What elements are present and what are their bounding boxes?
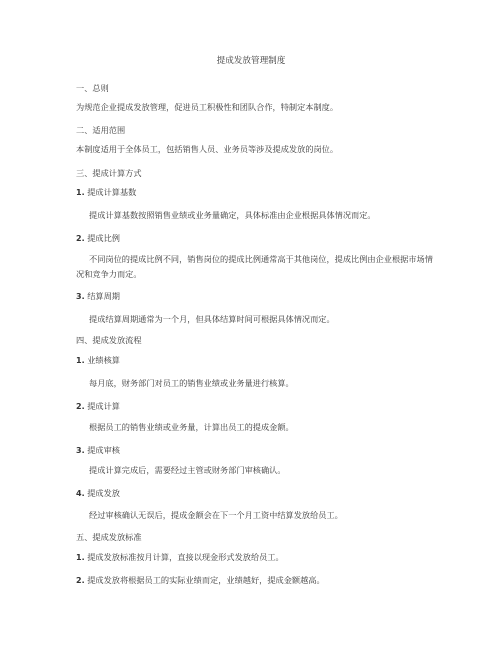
section-heading-process: 四、提成发放流程 (76, 335, 142, 345)
section-heading-calculation: 三、提成计算方式 (76, 168, 142, 178)
list-item-heading (76, 232, 120, 245)
list-item-title: 提成审核 (87, 445, 120, 455)
list-item-body: 提成结算周期通常为一个月，但具体结算时间可根据具体情况而定。 (89, 314, 335, 324)
list-item (76, 574, 325, 587)
list-item-heading (76, 290, 120, 303)
list-item-text: 提成发放标准按月计算，直接以现金形式发放给员工。 (87, 552, 284, 562)
list-item-heading (76, 444, 120, 457)
section-paragraph-general: 为规范企业提成发放管理，促进员工积极性和团队合作，特制定本制度。 (76, 102, 339, 112)
list-item-title: 业绩核算 (87, 355, 120, 365)
list-number: 4. (76, 489, 85, 498)
list-item-title: 提成计算基数 (87, 187, 137, 197)
list-item-heading (76, 354, 120, 367)
list-number: 3. (76, 446, 85, 455)
list-item-body: 根据员工的销售业绩或业务量，计算出员工的提成金额。 (89, 422, 294, 432)
list-item-heading (76, 487, 120, 500)
section-paragraph-scope: 本制度适用于全体员工，包括销售人员、业务员等涉及提成发放的岗位。 (76, 144, 339, 154)
list-number: 1. (76, 356, 85, 365)
list-number: 3. (76, 292, 85, 301)
list-item (76, 551, 284, 564)
section-heading-standards: 五、提成发放标准 (76, 532, 142, 542)
list-item-heading (76, 400, 120, 413)
list-item-body: 不同岗位的提成比例不同，销售岗位的提成比例通常高于其他岗位，提成比例由企业根据市场情况和竞争力而定。 (76, 254, 433, 279)
list-item-title: 提成发放 (87, 488, 120, 498)
list-item-title: 提成计算 (87, 401, 120, 411)
list-number: 1. (76, 553, 85, 562)
list-item-heading (76, 186, 136, 199)
list-item-title: 结算周期 (87, 291, 120, 301)
list-number: 2. (76, 234, 85, 243)
section-heading-scope: 二、适用范围 (76, 125, 126, 135)
list-number: 2. (76, 402, 85, 411)
section-heading-general: 一、总则 (76, 83, 109, 93)
list-item-body: 提成计算基数按照销售业绩或业务量确定，具体标准由企业根据具体情况而定。 (89, 210, 376, 220)
list-item-title: 提成比例 (87, 233, 120, 243)
list-item-body: 经过审核确认无误后，提成金额会在下一个月工资中结算发放给员工。 (89, 510, 343, 520)
list-item-text: 提成发放将根据员工的实际业绩而定，业绩越好，提成金额越高。 (87, 575, 325, 585)
list-item-body: 每月底，财务部门对员工的销售业绩或业务量进行核算。 (89, 378, 294, 388)
list-number: 1. (76, 188, 85, 197)
list-item-body: 提成计算完成后，需要经过主管或财务部门审核确认。 (89, 465, 286, 475)
list-number: 2. (76, 576, 85, 585)
document-title: 提成发放管理制度 (216, 56, 286, 66)
